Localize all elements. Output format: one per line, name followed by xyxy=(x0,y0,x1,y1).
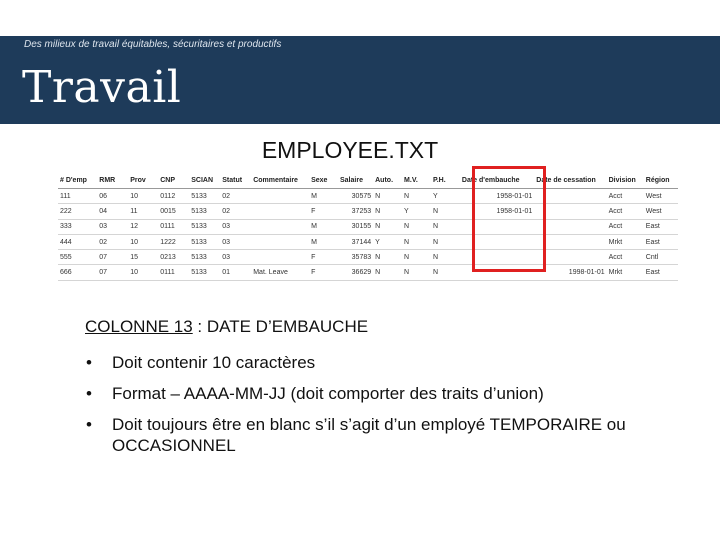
table-cell: F xyxy=(309,204,338,219)
table-header-row xyxy=(58,172,678,189)
header-tagline: Des milieux de travail équitables, sécuritaires et productifs xyxy=(24,39,282,50)
table-cell: M xyxy=(309,234,338,249)
table-cell: 111 xyxy=(58,189,97,204)
table-cell: 03 xyxy=(97,219,128,234)
table-row xyxy=(58,265,678,280)
employee-table-screenshot xyxy=(58,172,678,276)
table-cell: 333 xyxy=(58,219,97,234)
table-cell: Y xyxy=(431,189,460,204)
table-cell: 07 xyxy=(97,265,128,280)
table-cell: N xyxy=(373,265,402,280)
table-cell: 04 xyxy=(97,204,128,219)
table-cell: N xyxy=(431,204,460,219)
table-cell: 1958-01-01 xyxy=(460,204,534,219)
table-cell xyxy=(251,234,309,249)
table-cell: N xyxy=(431,250,460,265)
bullet-icon: • xyxy=(86,353,92,372)
table-cell: 5133 xyxy=(189,234,220,249)
table-cell: Mrkt xyxy=(607,234,644,249)
table-cell: 5133 xyxy=(189,265,220,280)
column-header: Date de cessation xyxy=(534,172,606,189)
table-cell: 06 xyxy=(97,189,128,204)
table-cell: 03 xyxy=(220,234,251,249)
list-item xyxy=(86,352,686,373)
table-row xyxy=(58,219,678,234)
table-cell: 30155 xyxy=(338,219,373,234)
table-cell: N xyxy=(402,219,431,234)
table-cell: Cntl xyxy=(644,250,678,265)
table-cell: N xyxy=(373,204,402,219)
table-cell xyxy=(251,204,309,219)
date-embauche-highlight-box xyxy=(472,166,546,272)
bullet-icon: • xyxy=(86,384,92,403)
table-cell: 222 xyxy=(58,204,97,219)
table-cell: 555 xyxy=(58,250,97,265)
table-cell: 5133 xyxy=(189,219,220,234)
section-heading xyxy=(85,317,368,337)
table-cell: 444 xyxy=(58,234,97,249)
table-cell: N xyxy=(402,234,431,249)
table-cell: 02 xyxy=(220,189,251,204)
table-cell: 01 xyxy=(220,265,251,280)
table-row xyxy=(58,250,678,265)
table-row xyxy=(58,234,678,249)
table-cell: Y xyxy=(373,234,402,249)
column-header: Statut xyxy=(220,172,251,189)
table-cell: 1958-01-01 xyxy=(460,189,534,204)
table-cell: 0111 xyxy=(158,265,189,280)
list-item-text: Doit toujours être en blanc s’il s’agit d’un employé TEMPORAIRE ou OCCASIONNEL xyxy=(112,415,626,455)
list-item-text: Format – AAAA-MM-JJ (doit comporter des traits d’union) xyxy=(112,384,544,403)
table-cell: 1998-01-01 xyxy=(534,265,606,280)
table-cell: 0213 xyxy=(158,250,189,265)
table-cell: 36629 xyxy=(338,265,373,280)
table-cell: 5133 xyxy=(189,189,220,204)
table-cell: Mat. Leave xyxy=(251,265,309,280)
table-cell: 03 xyxy=(220,219,251,234)
rules-list xyxy=(86,342,686,456)
table-cell xyxy=(251,250,309,265)
column-header: CNP xyxy=(158,172,189,189)
table-cell: 35783 xyxy=(338,250,373,265)
table-cell: West xyxy=(644,189,678,204)
table-cell: N xyxy=(373,219,402,234)
table-cell: Acct xyxy=(607,204,644,219)
column-header: Prov xyxy=(128,172,158,189)
column-header-date-embauche: Date d'embauche xyxy=(460,172,534,189)
table-cell: F xyxy=(309,250,338,265)
table-row xyxy=(58,204,678,219)
table-cell: 11 xyxy=(128,204,158,219)
table-cell: Acct xyxy=(607,250,644,265)
table-cell: East xyxy=(644,219,678,234)
list-item xyxy=(86,414,686,456)
table-cell: Y xyxy=(402,204,431,219)
table-cell: 02 xyxy=(97,234,128,249)
table-body xyxy=(58,189,678,281)
travail-logo: Travail xyxy=(22,62,182,113)
table-cell: 0111 xyxy=(158,219,189,234)
table-cell: M xyxy=(309,189,338,204)
table-cell: F xyxy=(309,265,338,280)
list-item xyxy=(86,383,686,404)
slide-title: EMPLOYEE.TXT xyxy=(261,137,439,163)
table-cell: East xyxy=(644,265,678,280)
table-row xyxy=(58,189,678,204)
column-header: Salaire xyxy=(338,172,373,189)
employee-table xyxy=(58,172,678,281)
table-cell: 0112 xyxy=(158,189,189,204)
table-cell: N xyxy=(373,250,402,265)
table-cell: 12 xyxy=(128,219,158,234)
table-cell: 10 xyxy=(128,189,158,204)
table-cell: Acct xyxy=(607,219,644,234)
table-cell: West xyxy=(644,204,678,219)
column-header: RMR xyxy=(97,172,128,189)
column-header: Région xyxy=(644,172,678,189)
table-cell: N xyxy=(402,265,431,280)
table-cell: 37253 xyxy=(338,204,373,219)
table-cell: N xyxy=(431,234,460,249)
column-number: COLONNE 13 xyxy=(85,317,193,336)
table-cell: 1222 xyxy=(158,234,189,249)
table-cell: 07 xyxy=(97,250,128,265)
table-cell: 10 xyxy=(128,234,158,249)
column-header: P.H. xyxy=(431,172,460,189)
table-cell: M xyxy=(309,219,338,234)
table-cell: 10 xyxy=(128,265,158,280)
table-cell: 5133 xyxy=(189,250,220,265)
table-cell: N xyxy=(431,265,460,280)
table-cell: 0015 xyxy=(158,204,189,219)
table-cell xyxy=(251,219,309,234)
column-header: SCIAN xyxy=(189,172,220,189)
table-cell: 37144 xyxy=(338,234,373,249)
column-header: Auto. xyxy=(373,172,402,189)
table-cell xyxy=(251,189,309,204)
column-name: : DATE D’EMBAUCHE xyxy=(192,317,369,336)
table-cell: 02 xyxy=(220,204,251,219)
column-header: M.V. xyxy=(402,172,431,189)
table-cell: N xyxy=(402,189,431,204)
table-cell: 666 xyxy=(58,265,97,280)
list-item-text: Doit contenir 10 caractères xyxy=(112,353,316,372)
table-cell: 03 xyxy=(220,250,251,265)
table-cell: N xyxy=(431,219,460,234)
table-cell: Mrkt xyxy=(607,265,644,280)
column-header: Sexe xyxy=(309,172,338,189)
table-cell: 15 xyxy=(128,250,158,265)
table-cell: Acct xyxy=(607,189,644,204)
column-header: Division xyxy=(607,172,644,189)
table-cell: N xyxy=(373,189,402,204)
table-cell: East xyxy=(644,234,678,249)
table-cell: N xyxy=(402,250,431,265)
table-cell: 30575 xyxy=(338,189,373,204)
table-cell: 5133 xyxy=(189,204,220,219)
column-header: # D'emp xyxy=(58,172,97,189)
bullet-icon: • xyxy=(86,415,92,434)
column-header: Commentaire xyxy=(251,172,309,189)
